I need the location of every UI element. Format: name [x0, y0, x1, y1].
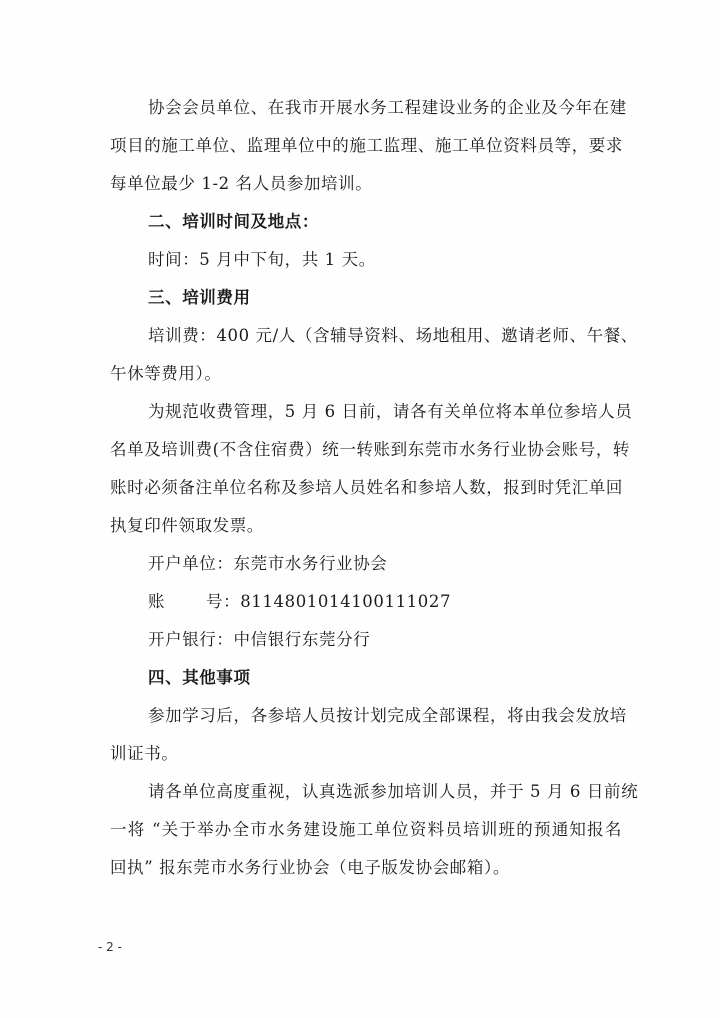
section-heading-2: 二、培训时间及地点：	[148, 212, 319, 231]
p1-line-1: 协会会员单位、在我市开展水务工程建设业务的企业及今年在建	[148, 98, 627, 117]
notice-line-2: 一将 “关于举办全市水务建设施工单位资料员培训班的预通知报名	[110, 820, 622, 839]
section-heading-3: 三、培训费用	[148, 288, 251, 307]
payment-line-2: 名单及培训费(不含住宿费）统一转账到东莞市水务行业协会账号，转	[110, 440, 631, 459]
payment-line-1: 为规范收费管理，5 月 6 日前，请各有关单位将本单位参培人员	[148, 402, 633, 421]
page-number: - 2 -	[98, 940, 122, 954]
section-heading-4: 四、其他事项	[148, 668, 251, 687]
account-name-line: 开户单位：东莞市水务行业协会	[148, 554, 388, 573]
p1-line-3: 每单位最少 1-2 名人员参加培训。	[110, 174, 373, 193]
time-line: 时间：5 月中下旬，共 1 天。	[148, 250, 376, 269]
certificate-line-2: 训证书。	[110, 744, 179, 763]
certificate-line-1: 参加学习后，各参培人员按计划完成全部课程，将由我会发放培	[148, 706, 627, 725]
fee-line-1: 培训费：400 元/人（含辅导资料、场地租用、邀请老师、午餐、	[148, 326, 638, 345]
payment-line-4: 执复印件领取发票。	[110, 516, 264, 535]
account-number-line: 账 号：8114801014100111027	[148, 592, 452, 611]
payment-line-3: 账时必须备注单位名称及参培人员姓名和参培人数，报到时凭汇单回	[110, 478, 623, 497]
fee-line-2: 午休等费用）。	[110, 364, 222, 383]
p1-line-2: 项目的施工单位、监理单位中的施工监理、施工单位资料员等，要求	[110, 136, 623, 155]
bank-line: 开户银行：中信银行东莞分行	[148, 630, 371, 649]
notice-line-3: 回执” 报东莞市水务行业协会（电子版发协会邮箱）。	[110, 858, 510, 877]
notice-line-1: 请各单位高度重视，认真选派参加培训人员，并于 5 月 6 日前统	[148, 782, 639, 801]
